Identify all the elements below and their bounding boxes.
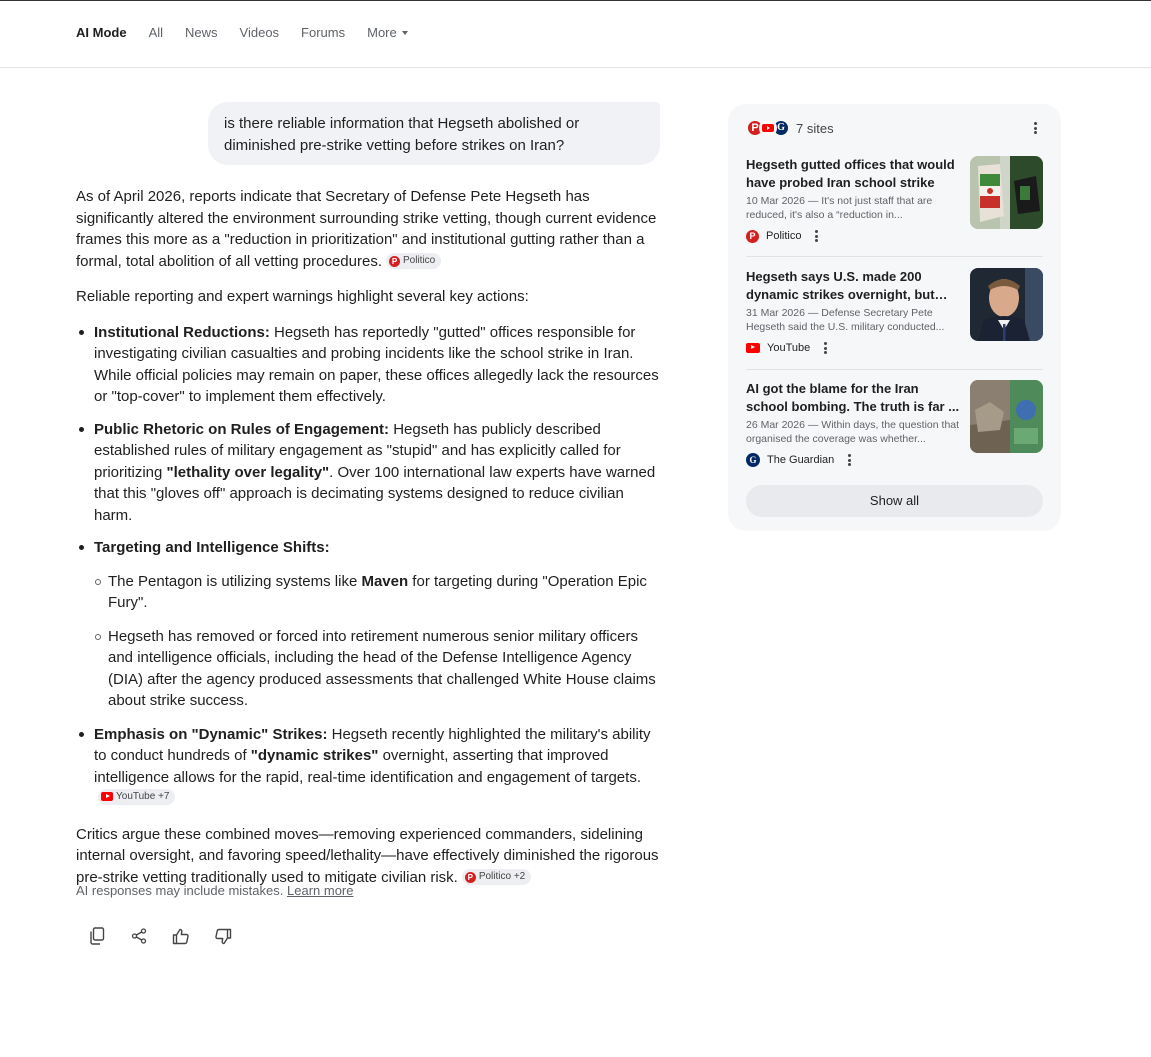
source-card-snippet: 26 Mar 2026 — Within days, the question that organised the coverage was whether... — [746, 419, 960, 445]
tab-all[interactable]: All — [148, 25, 164, 40]
source-card-source — [746, 341, 832, 355]
sub-item-text: The Pentagon is utilizing systems like — [108, 572, 362, 590]
ai-disclaimer — [76, 883, 353, 898]
answer-lead: Reliable reporting and expert warnings highlight several key actions: — [76, 288, 529, 305]
list-item — [76, 724, 666, 810]
youtube-icon — [746, 343, 760, 353]
tab-more-label: More — [367, 25, 397, 40]
sub-item-emphasis: Maven — [361, 572, 409, 590]
thumbs-up-icon[interactable] — [170, 925, 192, 947]
list-item-text: Hegseth recently highlighted the military's ability to conduct hundreds of — [94, 725, 651, 764]
answer-closing — [76, 824, 666, 889]
share-icon[interactable] — [128, 925, 150, 947]
tab-news[interactable]: News — [185, 25, 218, 40]
source-thumbnail — [970, 380, 1043, 453]
politico-icon: P — [746, 230, 759, 243]
source-card-title: Hegseth says U.S. made 200 dynamic strikes overnight, but — [746, 269, 935, 302]
politico-icon: P — [746, 119, 764, 137]
source-card-snippet: 10 Mar 2026 — It's not just staff that are reduced, it's also a “reduction in... — [746, 195, 933, 221]
tab-more[interactable] — [367, 25, 408, 40]
source-card[interactable] — [746, 380, 1043, 480]
list-item-text: Hegseth has publicly described established rules of military engagement as "stupid" and has explicitly called for prioritizing — [94, 420, 621, 481]
sub-list — [94, 571, 666, 712]
source-card[interactable] — [746, 156, 1043, 256]
list-item-emphasis: "dynamic strikes" — [250, 747, 379, 764]
sources-panel — [728, 104, 1061, 531]
list-item-text: overnight, asserting that improved intelligence allows for the rapid, real-time identification and engagement of targets. — [94, 747, 641, 786]
source-card[interactable] — [746, 268, 1043, 368]
source-chip-politico-plus[interactable] — [462, 869, 531, 885]
list-item-text: . Over 100 international law experts have warned that this "gloves off" approach is decimating systems designed to reduce civilian harm. — [94, 463, 656, 524]
divider — [746, 256, 1043, 257]
source-chip-youtube[interactable] — [98, 789, 175, 805]
tab-forums[interactable]: Forums — [301, 25, 346, 40]
source-card-source — [746, 453, 856, 467]
more-options-icon[interactable] — [1028, 121, 1042, 135]
list-item-title: Public Rhetoric on Rules of Engagement: — [94, 420, 390, 438]
source-name: Politico — [766, 230, 802, 242]
tab-ai-mode[interactable]: AI Mode — [76, 25, 127, 40]
list-item-text: Hegseth has reportedly "gutted" offices responsible for investigating civilian casualties and probing incidents like the school strike in Iran. While official policies may remain on paper, these offices allegedly lack the resources or "top-cover" to implement them effectively. — [94, 323, 659, 405]
source-card-source — [746, 229, 823, 243]
source-chip-label: Politico +2 — [478, 871, 526, 882]
more-options-icon[interactable] — [842, 453, 856, 467]
top-nav — [0, 1, 1151, 68]
guardian-icon: G — [772, 119, 790, 137]
source-name: YouTube — [767, 342, 811, 354]
chevron-down-icon — [402, 31, 408, 35]
more-options-icon[interactable] — [818, 341, 832, 355]
source-thumbnail — [970, 268, 1043, 341]
politico-icon: P — [465, 872, 476, 883]
source-chip-label: YouTube +7 — [116, 790, 170, 802]
guardian-icon: G — [746, 453, 760, 467]
source-thumbnail — [970, 156, 1043, 229]
tab-bar — [76, 25, 430, 40]
source-chip-label: Politico — [403, 255, 436, 266]
list-item — [76, 537, 666, 712]
source-card-title: AI got the blame for the Iran school bombing. The truth is far ... — [746, 381, 960, 414]
youtube-icon — [101, 792, 113, 801]
more-options-icon[interactable] — [809, 229, 823, 243]
source-chip-politico[interactable] — [386, 253, 441, 269]
answer-intro-text: As of April 2026, reports indicate that Secretary of Defense Pete Hegseth has significantly altered the environment surrounding strike vetting, though current evidence frames this more as a "reduction in prioritization" and institutional gutting rather than a formal, total abolition of all vetting procedures. — [76, 188, 657, 270]
key-actions-list — [76, 322, 666, 810]
sub-list-item: Hegseth has removed or forced into retirement numerous senior military officers and intelligence officials, including the head of the Defense Intelligence Agency (DIA) after the agency produced assessments that challenged White House claims about strike success. — [94, 626, 666, 712]
copy-icon[interactable] — [86, 925, 108, 947]
user-query-bubble: is there reliable information that Hegseth abolished or diminished pre-strike vetting before strikes on Iran? — [208, 102, 660, 165]
list-item-emphasis: "lethality over legality" — [166, 463, 330, 481]
source-name: The Guardian — [767, 454, 835, 466]
learn-more-link[interactable]: Learn more — [287, 883, 354, 898]
tab-videos[interactable]: Videos — [239, 25, 280, 40]
disclaimer-text: AI responses may include mistakes. — [76, 883, 284, 898]
thumbs-down-icon[interactable] — [212, 925, 234, 947]
list-item — [76, 322, 666, 408]
answer-intro — [76, 186, 666, 272]
list-item — [76, 419, 666, 527]
sources-header[interactable] — [746, 119, 834, 137]
source-card-snippet: 31 Mar 2026 — Defense Secretary Pete Hegseth said the U.S. military conducted... — [746, 307, 945, 333]
show-all-button[interactable]: Show all — [746, 485, 1043, 517]
sub-list-item — [94, 571, 666, 614]
divider — [746, 369, 1043, 370]
response-actions — [86, 925, 254, 947]
answer-closing-text: Critics argue these combined moves—removing experienced commanders, sidelining internal oversight, and favoring speed/lethality—have effectively diminished the rigorous pre-strike vetting traditionally used to mitigate civilian risk. — [76, 825, 659, 886]
list-item-title: Targeting and Intelligence Shifts: — [94, 539, 330, 556]
politico-icon: P — [389, 256, 400, 267]
ai-answer — [76, 186, 666, 902]
list-item-title: Emphasis on "Dynamic" Strikes: — [94, 725, 328, 743]
source-favicons — [746, 119, 790, 137]
sites-count: 7 sites — [796, 120, 834, 136]
sub-item-text: for targeting during "Operation Epic Fury". — [108, 572, 647, 611]
source-card-title: Hegseth gutted offices that would have probed Iran school strike — [746, 157, 955, 190]
list-item-title: Institutional Reductions: — [94, 323, 270, 341]
youtube-icon — [759, 119, 777, 137]
